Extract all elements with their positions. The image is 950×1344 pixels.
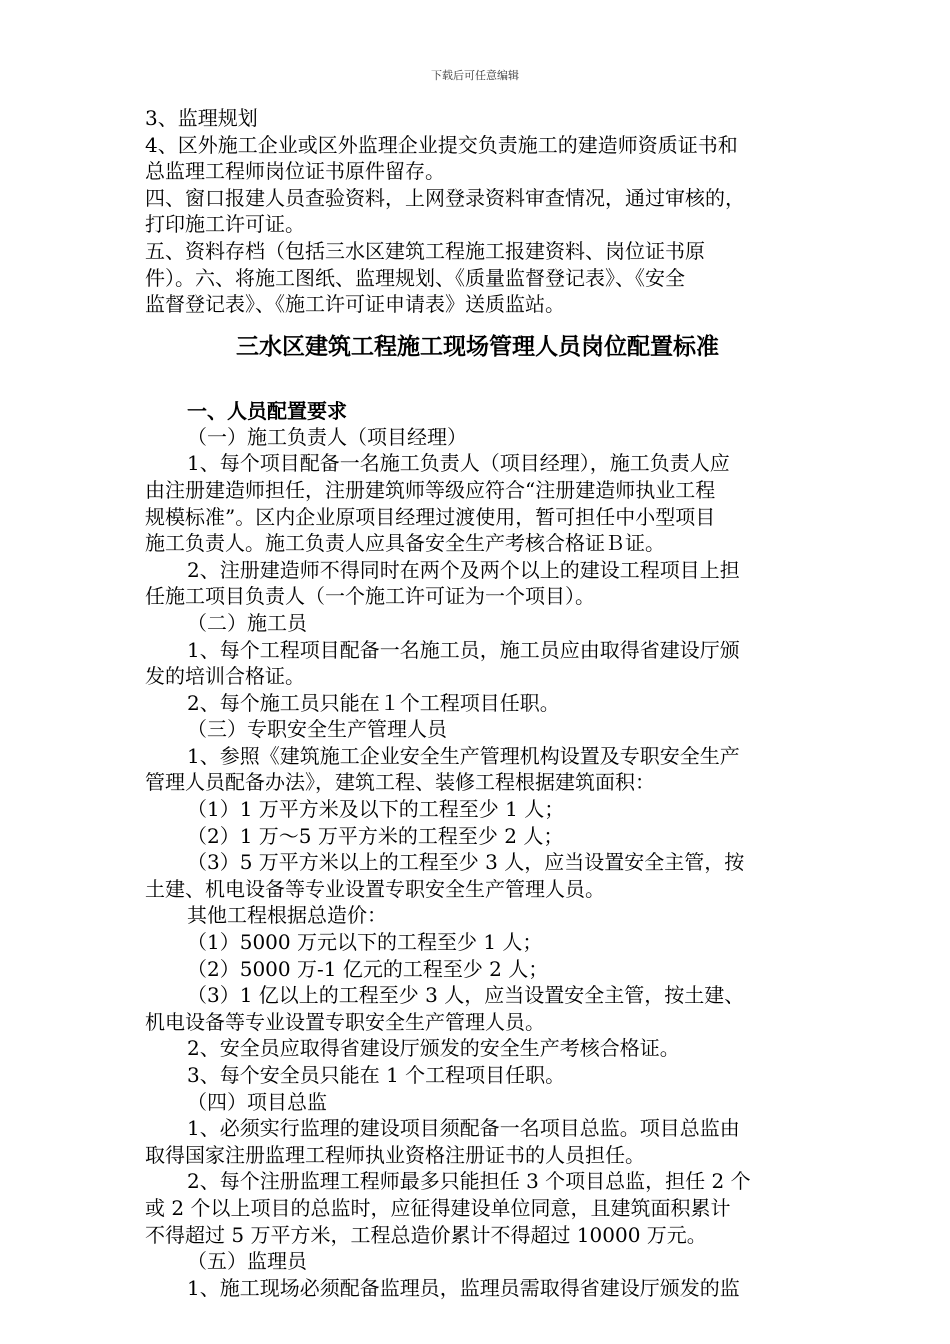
- text-line: 1、施工现场必须配备监理员，监理员需取得省建设厅颁发的监: [187, 1275, 740, 1300]
- text-line: 2、注册建造师不得同时在两个及两个以上的建设工程项目上担: [187, 557, 740, 582]
- text-line: 3、监理规划: [145, 106, 258, 130]
- text-line: 1、必须实行监理的建设项目须配备一名项目总监。项目总监由: [187, 1116, 740, 1141]
- text-line: 管理人员配备办法》，建筑工程、装修工程根据建筑面积：: [145, 770, 655, 795]
- text-line: 2、安全员应取得省建设厅颁发的安全生产考核合格证。: [187, 1036, 680, 1061]
- text-line: （2）1 万～5 万平方米的工程至少 2 人；: [187, 823, 564, 848]
- text-line: 取得国家注册监理工程师执业资格注册证书的人员担任。: [145, 1142, 645, 1167]
- section-heading: 一、人员配置要求: [187, 398, 347, 423]
- intro-block: [145, 105, 810, 318]
- text-line: 四、窗口报建人员查验资料，上网登录资料审查情况，通过审核的，: [145, 185, 745, 210]
- text-line: （3）1 亿以上的工程至少 3 人，应当设置安全主管，按土建、: [187, 983, 745, 1008]
- document-title: 三水区建筑工程施工现场管理人员岗位配置标准: [236, 332, 719, 360]
- text-line: 2、每个施工员只能在１个工程项目任职。: [187, 690, 560, 715]
- text-line: 总监理工程师岗位证书原件留存。: [145, 159, 445, 184]
- text-line: 规模标准”。区内企业原项目经理过渡使用，暂可担任中小型项目: [145, 504, 716, 529]
- text-line: 五、资料存档（包括三水区建筑工程施工报建资料、岗位证书原: [145, 238, 705, 263]
- text-line: 或 2 个以上项目的总监时，应征得建设单位同意，且建筑面积累计: [145, 1195, 731, 1220]
- document-body: [145, 105, 810, 1301]
- text-line: 不得超过 5 万平方米，工程总造价累计不得超过 10000 万元。: [145, 1222, 707, 1247]
- text-line: （1）1 万平方米及以下的工程至少 1 人；: [187, 797, 565, 822]
- text-line: 发的培训合格证。: [145, 664, 305, 689]
- text-line: 1、每个工程项目配备一名施工员，施工员应由取得省建设厅颁: [187, 637, 740, 662]
- text-line: （3）5 万平方米以上的工程至少 3 人，应当设置安全主管，按: [187, 850, 745, 875]
- text-line: （2）5000 万-1 亿元的工程至少 2 人；: [187, 956, 549, 981]
- text-line: （四）项目总监: [187, 1089, 327, 1114]
- text-line: 2、每个注册监理工程师最多只能担任 3 个项目总监，担任 2 个: [187, 1169, 751, 1194]
- text-line: 其他工程根据总造价：: [187, 903, 387, 928]
- body-block: [145, 424, 810, 1302]
- text-line: （1）5000 万元以下的工程至少 1 人；: [187, 930, 543, 955]
- text-line: 1、参照《建筑施工企业安全生产管理机构设置及专职安全生产: [187, 743, 740, 768]
- text-line: 4、区外施工企业或区外监理企业提交负责施工的建造师资质证书和: [145, 132, 738, 157]
- text-line: 打印施工许可证。: [145, 212, 305, 237]
- text-line: 1、每个项目配备一名施工负责人（项目经理），施工负责人应: [187, 451, 730, 476]
- text-line: 3、每个安全员只能在 1 个工程项目任职。: [187, 1063, 566, 1087]
- text-line: 任施工项目负责人（一个施工许可证为一个项目）。: [145, 584, 595, 609]
- text-line: （二）施工员: [187, 610, 307, 635]
- text-line: 件）。六、将施工图纸、监理规划、《质量监督登记表》、《安全: [145, 265, 685, 290]
- text-line: （一）施工负责人（项目经理）: [187, 424, 467, 449]
- text-line: （五）监理员: [187, 1249, 307, 1274]
- text-line: 由注册建造师担任，注册建筑师等级应符合“注册建造师执业工程: [145, 477, 716, 502]
- text-line: （三）专职安全生产管理人员: [187, 717, 447, 742]
- text-line: 土建、机电设备等专业设置专职安全生产管理人员。: [145, 876, 605, 901]
- text-line: 施工负责人。施工负责人应具备安全生产考核合格证Ｂ证。: [145, 531, 665, 556]
- text-line: 监督登记表》、《施工许可证申请表》送质监站。: [145, 292, 565, 317]
- text-line: 机电设备等专业设置专职安全生产管理人员。: [145, 1009, 545, 1034]
- page-header: 下载后可任意编辑: [431, 69, 519, 82]
